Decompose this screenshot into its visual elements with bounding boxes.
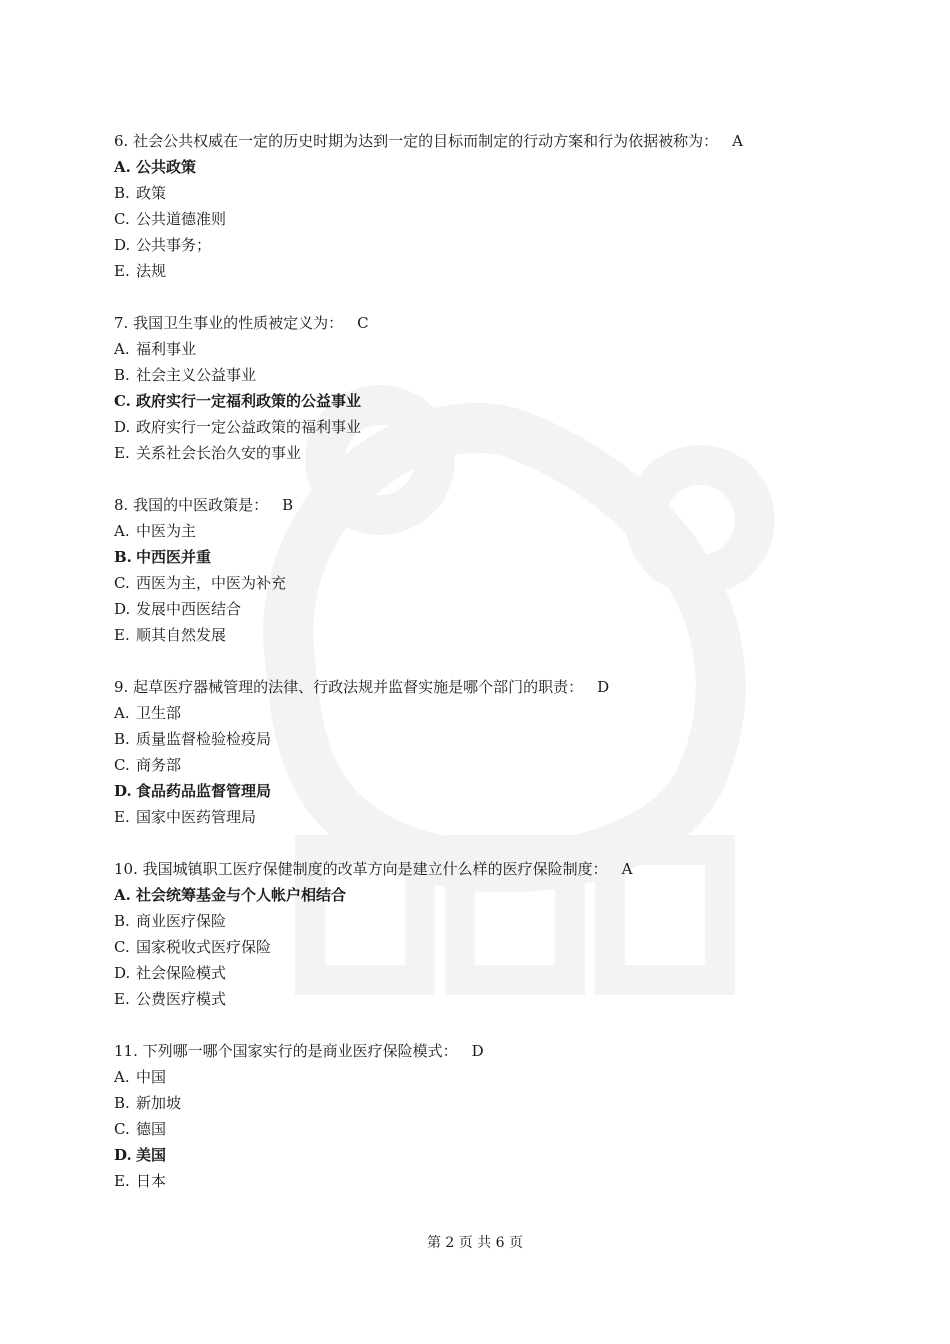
option — [114, 232, 874, 258]
option — [114, 180, 874, 206]
option — [114, 726, 874, 752]
answer-key: D — [597, 678, 610, 696]
option-text: 食品药品监督管理局 — [136, 782, 272, 800]
option — [114, 596, 874, 622]
option — [114, 570, 874, 596]
option-text: 质量监督检验检疫局 — [136, 730, 272, 748]
question-block — [114, 674, 874, 830]
option — [114, 752, 874, 778]
option-text: 商业医疗保险 — [136, 912, 227, 930]
question-stem — [114, 674, 874, 700]
option-correct — [114, 154, 874, 180]
option-letter: A. — [114, 1068, 130, 1086]
question-stem — [114, 492, 874, 518]
option-letter: B. — [114, 1094, 130, 1112]
question-text: 我国城镇职工医疗保健制度的改革方向是建立什么样的医疗保险制度： — [142, 860, 608, 878]
question-block — [114, 310, 874, 466]
option — [114, 986, 874, 1012]
option — [114, 1116, 874, 1142]
question-number: 11. — [114, 1042, 138, 1060]
answer-key: C — [357, 314, 369, 332]
option-correct — [114, 778, 874, 804]
question-stem — [114, 310, 874, 336]
option-text: 政府实行一定福利政策的公益事业 — [136, 392, 362, 410]
option-text: 中西医并重 — [136, 548, 212, 566]
option-letter: D. — [114, 782, 132, 800]
option — [114, 1064, 874, 1090]
option-text: 公费医疗模式 — [136, 990, 227, 1008]
option-text: 社会统筹基金与个人帐户相结合 — [136, 886, 347, 904]
option-letter: B. — [114, 548, 132, 566]
question-number: 8. — [114, 496, 129, 514]
page-footer: 第 2 页 共 6 页 — [426, 1235, 524, 1251]
option — [114, 362, 874, 388]
option-text: 发展中西医结合 — [136, 600, 242, 618]
option — [114, 934, 874, 960]
option-letter: E. — [114, 444, 130, 462]
option — [114, 960, 874, 986]
option-text: 关系社会长治久安的事业 — [136, 444, 302, 462]
answer-key: D — [471, 1042, 484, 1060]
option-letter: D. — [114, 600, 131, 618]
option-letter: D. — [114, 418, 131, 436]
option-text: 中医为主 — [136, 522, 197, 540]
option-text: 日本 — [136, 1172, 167, 1190]
option-letter: B. — [114, 366, 130, 384]
question-stem — [114, 856, 874, 882]
option-correct — [114, 544, 874, 570]
question-text: 下列哪一哪个国家实行的是商业医疗保险模式： — [142, 1042, 458, 1060]
option-correct — [114, 1142, 874, 1168]
question-number: 6. — [114, 132, 129, 150]
option-text: 国家中医药管理局 — [136, 808, 257, 826]
question-number: 10. — [114, 860, 138, 878]
question-list — [114, 128, 874, 1220]
option — [114, 1168, 874, 1194]
question-block — [114, 128, 874, 284]
option — [114, 1090, 874, 1116]
option — [114, 518, 874, 544]
option-text: 新加坡 — [136, 1094, 182, 1112]
option — [114, 258, 874, 284]
option-letter: C. — [114, 756, 130, 774]
question-text: 我国的中医政策是： — [133, 496, 269, 514]
option-text: 社会保险模式 — [136, 964, 227, 982]
question-number: 7. — [114, 314, 129, 332]
option-text: 社会主义公益事业 — [136, 366, 257, 384]
option-letter: E. — [114, 1172, 130, 1190]
option-text: 卫生部 — [136, 704, 182, 722]
option-text: 商务部 — [136, 756, 182, 774]
option — [114, 700, 874, 726]
option-letter: D. — [114, 964, 131, 982]
option-letter: D. — [114, 236, 131, 254]
option-correct — [114, 882, 874, 908]
option-letter: A. — [114, 522, 130, 540]
option-letter: A. — [114, 158, 131, 176]
option-text: 西医为主，中医为补充 — [136, 574, 287, 592]
option-letter: D. — [114, 1146, 132, 1164]
option-text: 福利事业 — [136, 340, 197, 358]
option — [114, 908, 874, 934]
option-text: 国家税收式医疗保险 — [136, 938, 272, 956]
answer-key: A — [732, 132, 743, 150]
option — [114, 414, 874, 440]
option-text: 公共事务； — [136, 236, 212, 254]
option-text: 美国 — [136, 1146, 167, 1164]
option-letter: C. — [114, 574, 130, 592]
question-block — [114, 492, 874, 648]
option — [114, 440, 874, 466]
question-block — [114, 1038, 874, 1194]
option-text: 德国 — [136, 1120, 167, 1138]
option-letter: B. — [114, 184, 130, 202]
option-text: 法规 — [136, 262, 167, 280]
question-stem — [114, 128, 874, 154]
option-letter: A. — [114, 886, 131, 904]
option-letter: C. — [114, 210, 130, 228]
option-letter: E. — [114, 808, 130, 826]
option-letter: C. — [114, 1120, 130, 1138]
option-text: 公共道德准则 — [136, 210, 227, 228]
option-letter: A. — [114, 704, 130, 722]
option — [114, 804, 874, 830]
question-number: 9. — [114, 678, 129, 696]
question-text: 起草医疗器械管理的法律、行政法规并监督实施是哪个部门的职责： — [133, 678, 584, 696]
option — [114, 622, 874, 648]
answer-key: B — [282, 496, 294, 514]
option-text: 公共政策 — [136, 158, 197, 176]
question-text: 我国卫生事业的性质被定义为： — [133, 314, 344, 332]
question-block — [114, 856, 874, 1012]
option-correct — [114, 388, 874, 414]
question-text: 社会公共权威在一定的历史时期为达到一定的目标而制定的行动方案和行为依据被称为： — [133, 132, 719, 150]
option-letter: C. — [114, 938, 130, 956]
option-text: 中国 — [136, 1068, 167, 1086]
option-letter: E. — [114, 262, 130, 280]
option-letter: C. — [114, 392, 131, 410]
option-letter: E. — [114, 626, 130, 644]
answer-key: A — [621, 860, 633, 878]
question-stem — [114, 1038, 874, 1064]
option-text: 顺其自然发展 — [136, 626, 227, 644]
option-text: 政策 — [136, 184, 167, 202]
option-letter: B. — [114, 912, 130, 930]
option-letter: B. — [114, 730, 130, 748]
option-letter: E. — [114, 990, 130, 1008]
option-text: 政府实行一定公益政策的福利事业 — [136, 418, 362, 436]
option — [114, 336, 874, 362]
option-letter: A. — [114, 340, 130, 358]
option — [114, 206, 874, 232]
